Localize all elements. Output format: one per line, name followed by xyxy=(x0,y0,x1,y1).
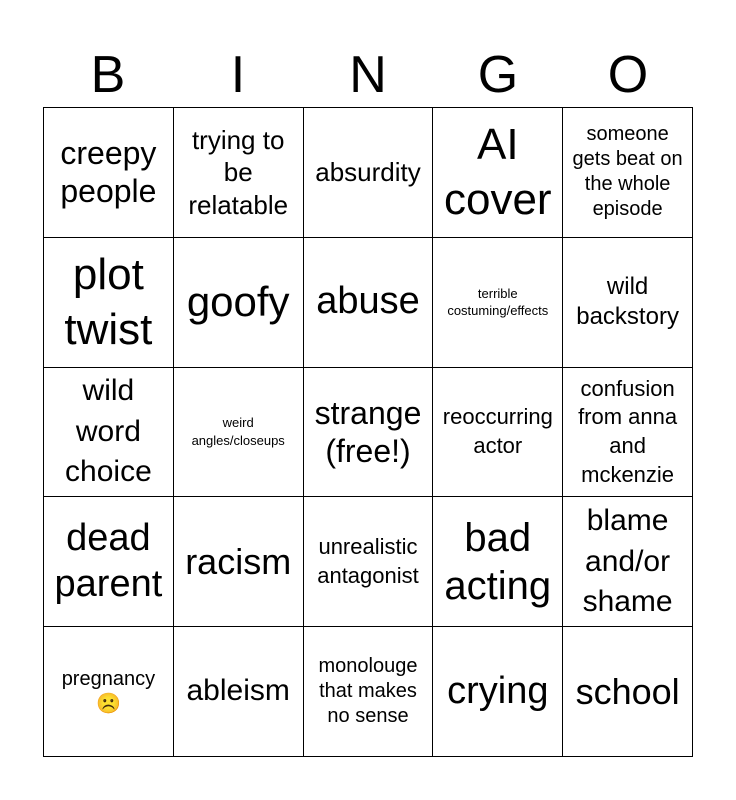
cell-label: bad acting xyxy=(444,515,552,608)
bingo-cell[interactable] xyxy=(433,238,563,368)
bingo-cell[interactable] xyxy=(44,108,174,238)
cell-label: trying to be relatable xyxy=(188,124,289,220)
cell-label: crying xyxy=(447,669,549,712)
cell-label: dead parent xyxy=(54,517,163,605)
bingo-cell[interactable] xyxy=(174,627,304,757)
bingo-cell[interactable] xyxy=(563,108,693,238)
cell-label: blame and/or shame xyxy=(582,504,673,619)
bingo-cell[interactable] xyxy=(563,627,693,757)
bingo-cell[interactable] xyxy=(44,627,174,757)
header-letter-i: I xyxy=(230,46,246,104)
header-letter-n: N xyxy=(349,46,387,104)
bingo-cell[interactable] xyxy=(44,368,174,498)
bingo-cell[interactable] xyxy=(304,368,434,498)
cell-label: racism xyxy=(185,541,292,583)
cell-label: abuse xyxy=(316,280,420,323)
bingo-cell[interactable] xyxy=(174,497,304,627)
bingo-cell[interactable] xyxy=(563,497,693,627)
bingo-board xyxy=(43,107,693,757)
cell-label: unrealistic antagonist xyxy=(317,534,419,588)
bingo-cell[interactable] xyxy=(433,627,563,757)
bingo-cell[interactable] xyxy=(44,497,174,627)
bingo-cell[interactable] xyxy=(174,108,304,238)
bingo-cell[interactable] xyxy=(563,368,693,498)
header-letter-g: G xyxy=(477,46,519,104)
bingo-cell[interactable] xyxy=(433,368,563,498)
bingo-cell[interactable] xyxy=(174,368,304,498)
bingo-header xyxy=(43,46,693,104)
cell-label: goofy xyxy=(186,278,290,325)
cell-label: someone gets beat on the whole episode xyxy=(572,123,683,221)
cell-label: terrible costuming/effects xyxy=(447,285,549,319)
bingo-cell[interactable] xyxy=(304,238,434,368)
cell-label: creepy people xyxy=(60,135,157,210)
bingo-cell[interactable] xyxy=(433,497,563,627)
bingo-cell[interactable] xyxy=(304,108,434,238)
bingo-cell[interactable] xyxy=(563,238,693,368)
bingo-cell[interactable] xyxy=(304,497,434,627)
cell-label: weird angles/closeups xyxy=(191,415,285,448)
cell-label: plot twist xyxy=(64,250,153,355)
header-letter-b: B xyxy=(90,46,126,104)
bingo-cell[interactable] xyxy=(304,627,434,757)
cell-label: monolouge that makes no sense xyxy=(318,655,418,728)
header-letter-o: O xyxy=(607,46,649,104)
cell-label: pregnancy ☹️ xyxy=(61,667,156,715)
cell-label: ableism xyxy=(186,674,290,708)
cell-label: reoccurring actor xyxy=(442,404,553,458)
cell-label: confusion from anna and mckenzie xyxy=(578,375,678,487)
bingo-cell[interactable] xyxy=(44,238,174,368)
cell-label: strange (free!) xyxy=(314,394,422,469)
cell-label: absurdity xyxy=(315,157,421,188)
bingo-cell[interactable] xyxy=(433,108,563,238)
cell-label: wild backstory xyxy=(576,273,679,331)
cell-label: school xyxy=(575,671,680,712)
cell-label: wild word choice xyxy=(65,374,152,489)
bingo-cell[interactable] xyxy=(174,238,304,368)
cell-label: AI cover xyxy=(443,120,552,225)
